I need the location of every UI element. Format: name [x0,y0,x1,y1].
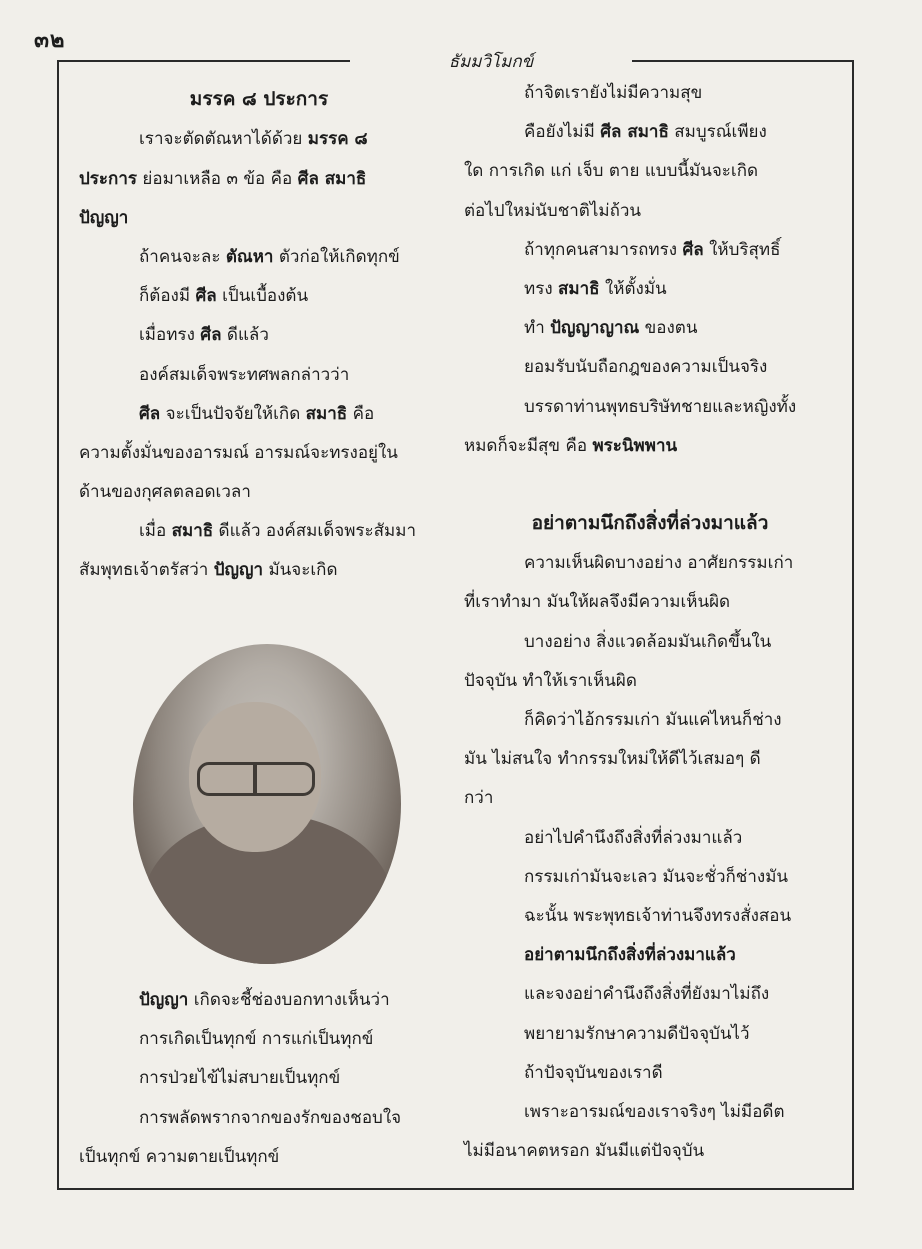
right-line-2-bold: ศีล สมาธิ [600,122,669,143]
page-number: ๓๒ [34,28,66,53]
right-line-2 [464,119,836,146]
left-line-5-text: ก็ต้องมี [139,286,196,307]
right-line-6 [464,276,836,303]
left-line-1-text: เราจะตัดตัณหาได้ด้วย [139,129,303,150]
right-bottom-line-13: พยายามรักษาความดีปัจจุบันไว้ [524,1023,750,1044]
right-line-9: บรรดาท่านพุทธบริษัทชายและหญิงทั้ง [524,396,797,417]
right-bottom-line-11: อย่าตามนึกถึงสิ่งที่ล่วงมาแล้ว [524,945,736,966]
left-line-8-bold-suffix: สมาธิ [305,403,348,424]
left-heading: มรรค ๘ ประการ [189,88,329,110]
left-line-4-bold: ตัณหา [225,246,274,267]
section-gap [464,472,836,508]
left-line-7: องค์สมเด็จพระทศพลกล่าวว่า [139,364,350,385]
right-bottom-line-2: ที่เราทำมา มันให้ผลจึงมีความเห็นผิด [464,592,731,613]
right-column [464,80,836,1177]
right-line-2-suffix: สมบูรณ์เพียง [668,122,767,143]
right-line-7-text: ทำ [524,318,551,339]
right-bottom-line-15: เพราะอารมณ์ของเราจริงๆ ไม่มีอดีต [524,1101,785,1122]
left-bottom-line-2: การเกิดเป็นทุกข์ การแก่เป็นทุกข์ [139,1029,374,1050]
right-line-3: ใด การเกิด แก่ เจ็บ ตาย แบบนี้มันจะเกิด [464,161,759,182]
left-line-3: ปัญญา [79,207,129,228]
left-line-4 [79,244,439,271]
right-line-10-text: หมดก็จะมีสุข คือ [464,435,593,456]
glasses-icon [197,762,315,796]
left-column [79,84,439,597]
left-line-11-bold: สมาธิ [171,521,214,542]
right-line-5-bold: ศีล [682,239,704,260]
header-title: ธัมมวิโมกข์ [350,48,632,75]
left-line-9: ความตั้งมั่นของอารมณ์ อารมณ์จะทรงอยู่ใน [79,442,398,463]
left-line-12-text: สัมพุทธเจ้าตรัสว่า [79,560,214,581]
right-bottom-line-5: ก็คิดว่าไอ้กรรมเก่า มันแค่ไหนก็ช่าง [524,710,782,731]
right-line-5 [464,237,836,264]
left-line-8-text: จะเป็นปัจจัยให้เกิด [160,403,306,424]
right-bottom-line-8: อย่าไปคำนึงถึงสิ่งที่ล่วงมาแล้ว [524,827,743,848]
right-line-7 [464,315,836,342]
left-bottom-line-3: การป่วยไข้ไม่สบายเป็นทุกข์ [139,1068,341,1089]
right-bottom-line-1: ความเห็นผิดบางอย่าง อาศัยกรรมเก่า [524,553,794,574]
right-line-8: ยอมรับนับถือกฎของความเป็นจริง [524,357,768,378]
right-bottom-line-16: ไม่มีอนาคตหรอก มันมีแต่ปัจจุบัน [464,1141,705,1162]
left-line-2-bold-prefix: ประการ [79,168,138,189]
right-line-4: ต่อไปใหม่นับชาติไม่ถ้วน [464,200,642,221]
left-line-5-suffix: เป็นเบื้องต้น [216,286,309,307]
left-bottom-line-5: เป็นทุกข์ ความตายเป็นทุกข์ [79,1146,280,1167]
left-line-6-suffix: ดีแล้ว [221,325,269,346]
right-line-10 [464,433,836,460]
right-line-6-bold: สมาธิ [558,278,600,299]
right-line-7-bold: ปัญญาญาณ [550,318,640,339]
right-bottom-line-10: ฉะนั้น พระพุทธเจ้าท่านจึงทรงสั่งสอน [524,905,792,926]
left-line-1-bold: มรรค ๘ [307,129,368,150]
left-line-4-text: ถ้าคนจะละ [139,246,226,267]
right-bottom-line-9: กรรมเก่ามันจะเลว มันจะชั่วก็ช่างมัน [524,866,789,887]
left-bottom-line-1-text: เกิดจะชี้ช่องบอกทางเห็นว่า [188,990,390,1010]
right-line-7-suffix: ของตน [639,318,698,339]
right-line-5-suffix: ให้บริสุทธิ์ [703,239,781,260]
right-bottom-line-6: มัน ไม่สนใจ ทำกรรมใหม่ให้ดีไว้เสมอๆ ดี [464,749,761,770]
right-line-6-text: ทรง [524,278,559,299]
left-line-12 [79,557,439,584]
portrait-image [133,644,401,964]
right-line-1: ถ้าจิตเรายังไม่มีความสุข [524,83,703,103]
left-line-6-text: เมื่อทรง [139,325,201,346]
left-line-6-bold: ศีล [200,325,222,346]
left-line-12-suffix: มันจะเกิด [263,560,338,581]
right-line-5-text: ถ้าทุกคนสามารถทรง [524,239,683,260]
left-line-8-bold-prefix: ศีล [139,403,161,424]
left-line-4-suffix: ตัวก่อให้เกิดทุกข์ [273,246,400,267]
left-line-1 [79,126,439,153]
left-line-8-suffix: คือ [347,403,375,424]
left-line-11-text: เมื่อ [139,521,172,542]
right-line-6-suffix: ให้ตั้งมั่น [599,278,667,299]
left-line-11 [79,518,439,545]
left-bottom-line-4: การพลัดพรากจากของรักของชอบใจ [139,1107,402,1128]
right-line-2-text: คือยังไม่มี [524,122,601,143]
left-bottom-line-1-bold: ปัญญา [139,990,189,1010]
left-line-10: ด้านของกุศลตลอดเวลา [79,482,251,503]
left-line-5-bold: ศีล [195,286,217,307]
right-line-10-bold: พระนิพพาน [592,435,678,456]
right-bottom-line-7: กว่า [464,788,494,809]
left-line-5 [79,283,439,310]
right-bottom-line-12: และจงอย่าคำนึงถึงสิ่งที่ยังมาไม่ถึง [524,984,770,1005]
right-heading: อย่าตามนึกถึงสิ่งที่ล่วงมาแล้ว [531,511,769,534]
left-line-8 [79,401,439,428]
left-line-2-text: ย่อมาเหลือ ๓ ข้อ คือ [137,168,298,189]
portrait-photo [133,644,401,964]
content-frame [57,60,854,1190]
left-column-bottom [79,987,439,1183]
right-bottom-line-14: ถ้าปัจจุบันของเราดี [524,1062,663,1083]
left-line-2-bold-suffix: ศีล สมาธิ [297,168,367,189]
right-bottom-line-3: บางอย่าง สิ่งแวดล้อมมันเกิดขึ้นใน [524,631,772,652]
right-bottom-line-4: ปัจจุบัน ทำให้เราเห็นผิด [464,670,637,691]
left-line-2 [79,166,439,193]
left-line-11-suffix: ดีแล้ว องค์สมเด็จพระสัมมา [213,521,417,542]
left-line-6 [79,322,439,349]
left-line-12-bold: ปัญญา [213,560,264,581]
left-bottom-line-1 [79,987,439,1014]
